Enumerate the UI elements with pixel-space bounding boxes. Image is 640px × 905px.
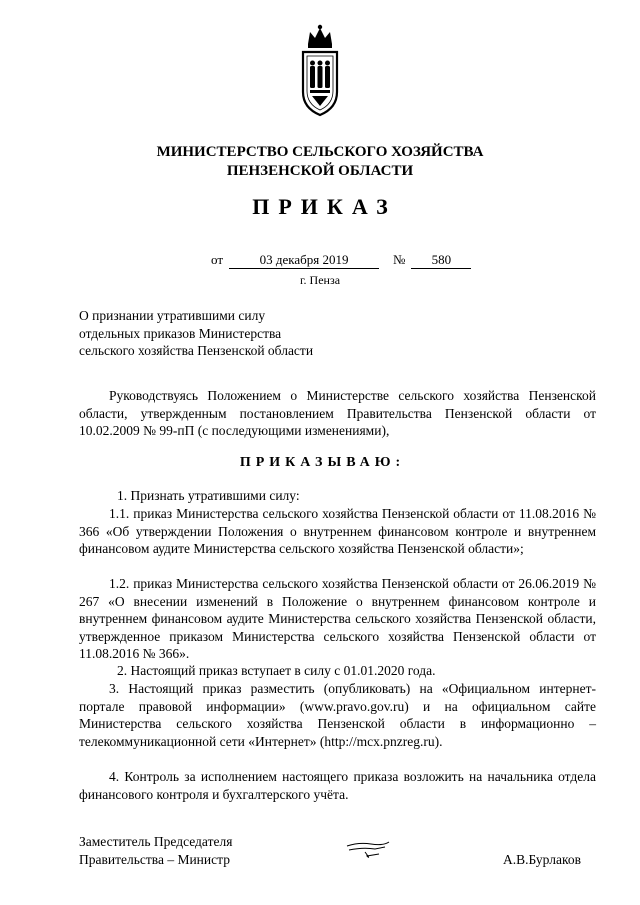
handwritten-signature-icon bbox=[345, 838, 391, 862]
city: г. Пенза bbox=[299, 273, 341, 287]
item-3: 3. Настоящий приказ разместить (опубликовать) на «Официальном интернет-портале правовой информации» (www.pravo.gov.ru) и на официальном сайте Министерства сельского хозяйства Пензенской области в информационно – телекоммуникационной сети «Интернет» (http://mcx.pnzreg.ru). bbox=[79, 681, 596, 749]
signer-name: А.В.Бурлаков bbox=[503, 852, 581, 867]
number-label: № bbox=[393, 252, 406, 267]
item-1-2: 1.2. приказ Министерства сельского хозяйства Пензенской области от 26.06.2019 № 267 «О внесении изменений в Положение о внутреннем финансовом контроле и внутреннем финансовом аудите Министерства сельского хозяйства Пензенской области, утвержденное приказом Министерства сельского хозяйства Пензенской области от 11.08.2016 № 366». bbox=[79, 576, 596, 661]
order-subject: О признании утратившими силу отдельных приказов Министерства сельского хозяйства Пензенской области bbox=[79, 308, 314, 358]
ministry-name-line2: ПЕНЗЕНСКОЙ ОБЛАСТИ bbox=[226, 163, 414, 179]
date-number-row bbox=[211, 252, 471, 269]
signer-position-line1: Заместитель Председателя bbox=[79, 834, 233, 849]
order-date: 03 декабря 2019 bbox=[229, 252, 379, 269]
ministry-name-line1: МИНИСТЕРСТВО СЕЛЬСКОГО ХОЗЯЙСТВА bbox=[156, 144, 484, 160]
signer-position-line2: Правительства – Министр bbox=[79, 852, 230, 867]
document-title: ПРИКАЗ bbox=[252, 194, 397, 219]
coat-of-arms-icon bbox=[300, 22, 340, 118]
order-number: 580 bbox=[411, 252, 471, 269]
legal-basis-paragraph: Руководствуясь Положением о Министерстве сельского хозяйства Пензенской области, утвержденным постановлением Правительства Пензенской области от 10.02.2009 № 99-пП (с последующими изменениями), bbox=[79, 388, 596, 438]
item-1: 1. Признать утратившими силу: bbox=[117, 488, 300, 503]
item-1-1: 1.1. приказ Министерства сельского хозяйства Пензенской области от 11.08.2016 № 366 «Об утверждении Положения о внутреннем финансовом контроле и внутреннем финансовом аудите Министерства сельского хозяйства Пензенской области»; bbox=[79, 506, 596, 556]
decree-heading: ПРИКАЗЫВАЮ: bbox=[239, 455, 406, 470]
item-4: 4. Контроль за исполнением настоящего приказа возложить на начальника отдела финансового контроля и бухгалтерского учёта. bbox=[79, 769, 596, 802]
item-2: 2. Настоящий приказ вступает в силу с 01.01.2020 года. bbox=[117, 663, 436, 678]
date-prefix: от bbox=[211, 252, 224, 267]
